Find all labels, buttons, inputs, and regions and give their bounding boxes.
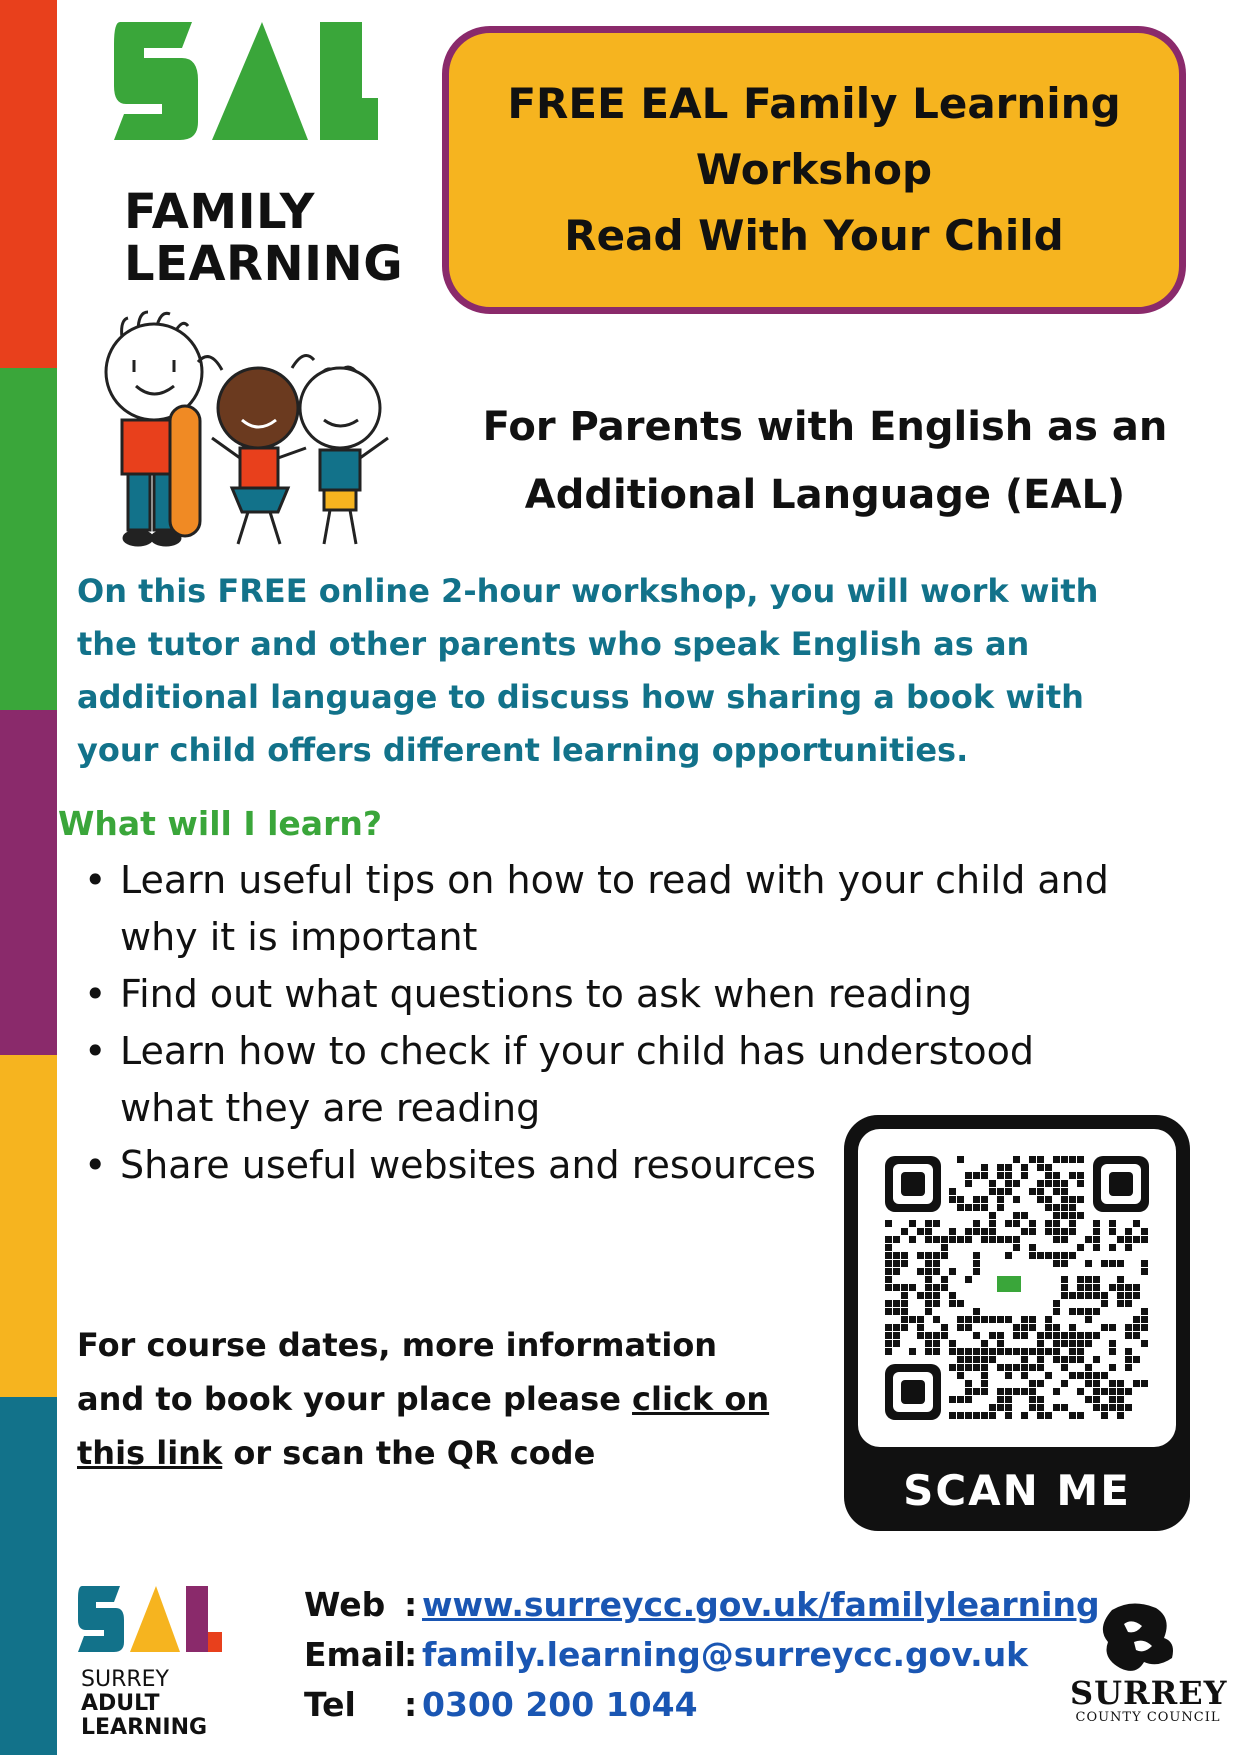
contact-label: Web xyxy=(304,1585,386,1624)
contact-label: Email xyxy=(304,1635,406,1674)
logo-line-1: FAMILY xyxy=(124,184,315,240)
contact-colon: : xyxy=(404,1685,418,1724)
booking-text: and to book your place please xyxy=(77,1380,633,1418)
contact-colon: : xyxy=(404,1635,418,1674)
stripe-yellow xyxy=(0,1055,57,1397)
list-item-line: • Learn useful tips on how to read with your child and xyxy=(120,858,1109,902)
list-item-line: what they are reading xyxy=(120,1086,541,1130)
booking-link[interactable]: click on xyxy=(632,1380,770,1418)
banner-line-2: Workshop xyxy=(695,145,933,194)
contact-label: Tel xyxy=(304,1685,356,1724)
list-item xyxy=(84,966,1134,1023)
intro-paragraph xyxy=(77,565,1217,777)
council-subtitle: COUNTY COUNCIL xyxy=(1075,1710,1221,1725)
family-learning-wordmark xyxy=(124,186,403,290)
logo-line-2: LEARNING xyxy=(124,236,404,292)
intro-line: additional language to discuss how sharing a book with xyxy=(77,678,1084,716)
learn-heading: What will I learn? xyxy=(58,804,382,843)
scan-me-label: SCAN ME xyxy=(903,1466,1131,1515)
booking-line-1: For course dates, more information xyxy=(77,1326,718,1364)
intro-line: the tutor and other parents who speak English as an xyxy=(77,625,1030,663)
email-link[interactable]: family.learning@surreycc.gov.uk xyxy=(422,1635,1029,1674)
audience-line-1: For Parents with English as an xyxy=(482,404,1168,450)
booking-text: or scan the QR code xyxy=(222,1434,596,1472)
contact-details xyxy=(304,1580,1100,1730)
contact-web xyxy=(304,1580,1100,1630)
children-illustration xyxy=(92,308,432,564)
banner-line-3: Read With Your Child xyxy=(564,211,1064,260)
sal-line-1: SURREY xyxy=(81,1667,169,1692)
web-link[interactable]: www.surreycc.gov.uk/familylearning xyxy=(422,1585,1100,1624)
audience-line-2: Additional Language (EAL) xyxy=(524,472,1126,518)
list-item-line: why it is important xyxy=(120,915,478,959)
stripe-purple xyxy=(0,710,57,1055)
sal-line-2: ADULT xyxy=(81,1691,160,1716)
stripe-green xyxy=(0,368,57,710)
list-item-line: • Learn how to check if your child has understood xyxy=(120,1029,1035,1073)
list-item-line: • Find out what questions to ask when reading xyxy=(120,972,973,1016)
booking-line-3 xyxy=(77,1426,837,1480)
council-name: SURREY xyxy=(1070,1674,1228,1712)
intro-line: your child offers different learning opportunities. xyxy=(77,731,969,769)
banner-line-1: FREE EAL Family Learning xyxy=(507,79,1121,128)
surrey-adult-learning-logo xyxy=(78,1582,228,1654)
title-banner xyxy=(442,26,1186,314)
contact-tel xyxy=(304,1680,1100,1730)
qr-code-graphic xyxy=(858,1129,1176,1447)
sal-line-3: LEARNING xyxy=(81,1715,208,1740)
stripe-red xyxy=(0,0,57,368)
qr-code[interactable] xyxy=(858,1129,1176,1447)
booking-link[interactable]: this link xyxy=(77,1434,223,1472)
booking-info xyxy=(77,1318,837,1480)
contact-colon: : xyxy=(404,1585,418,1624)
booking-line-2 xyxy=(77,1372,837,1426)
contact-email xyxy=(304,1630,1100,1680)
qr-code-panel[interactable] xyxy=(844,1115,1190,1531)
intro-line: On this FREE online 2-hour workshop, you will work with xyxy=(77,572,1099,610)
list-item-line: • Share useful websites and resources xyxy=(120,1143,816,1187)
audience-heading xyxy=(440,393,1210,529)
sal-family-learning-logo xyxy=(112,14,432,154)
surrey-adult-learning-wordmark xyxy=(81,1668,207,1740)
phone-number[interactable]: 0300 200 1044 xyxy=(422,1685,698,1724)
stripe-teal xyxy=(0,1397,57,1755)
list-item xyxy=(84,852,1134,966)
